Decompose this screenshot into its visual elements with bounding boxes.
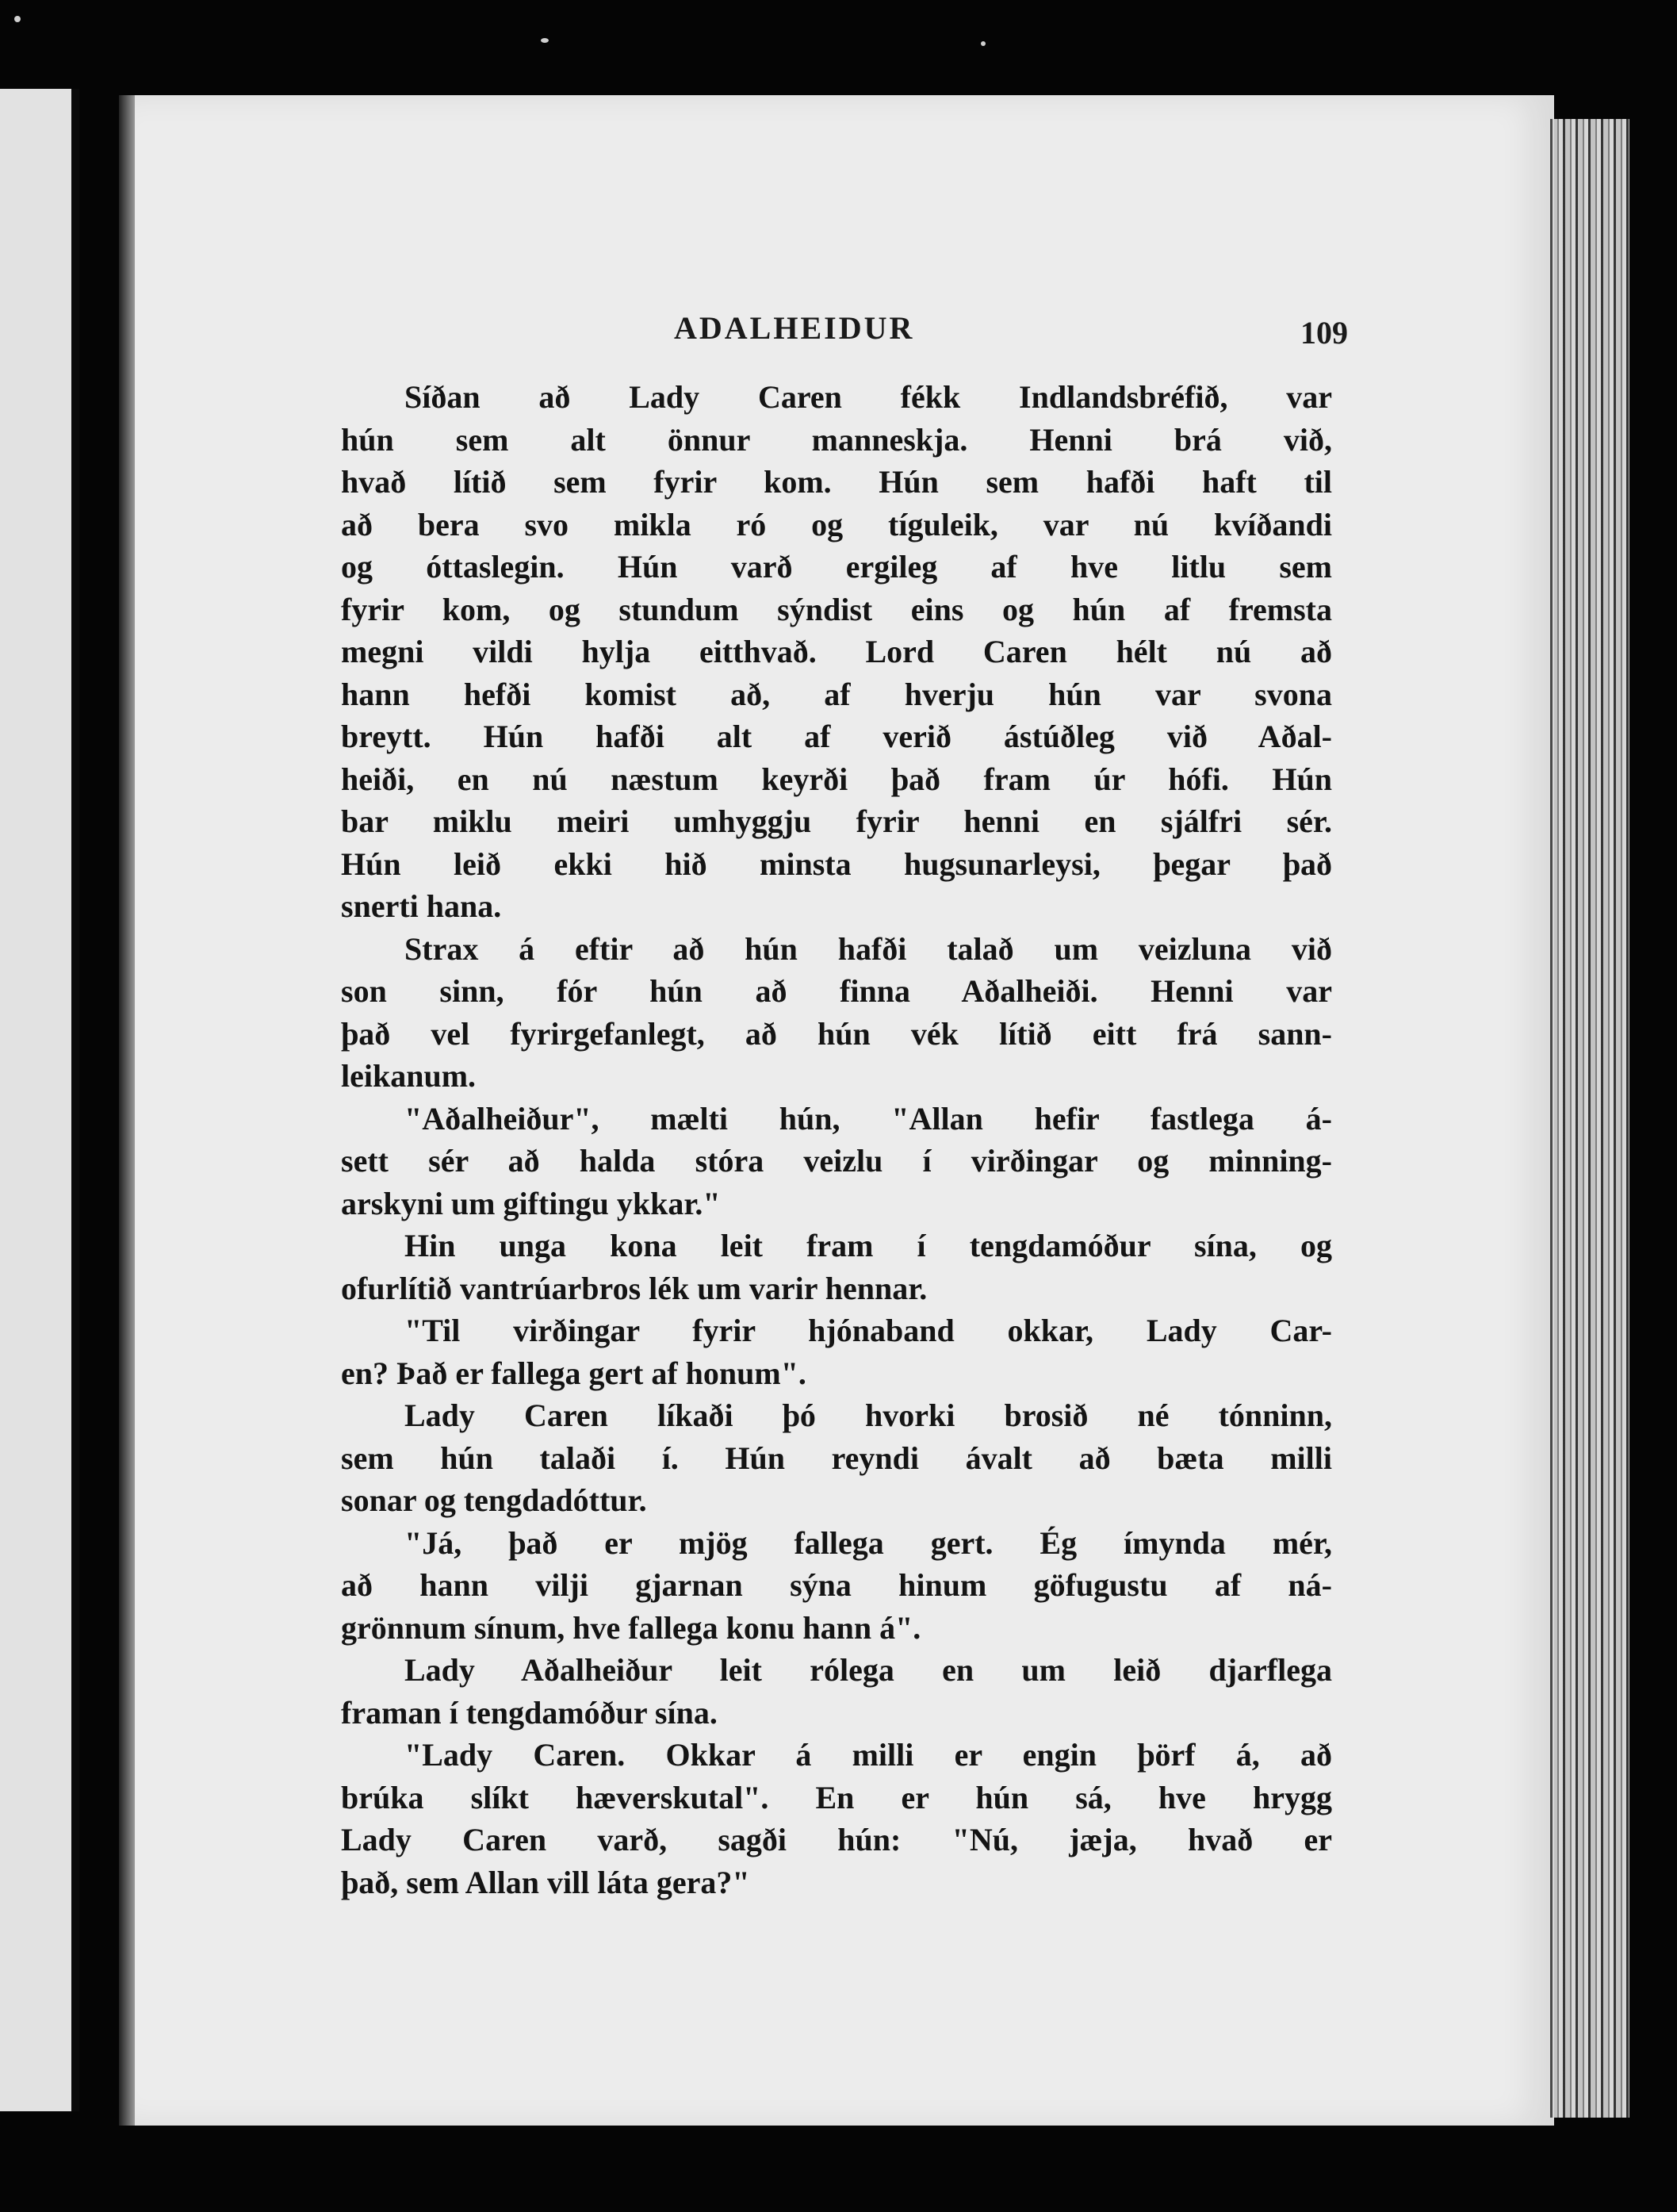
text-line: grönnum sínum, hve fallega konu hann á".	[341, 1609, 921, 1646]
text-line: að hann vilji gjarnan sýna hinum göfugustu af ná-	[341, 1567, 1332, 1603]
page-header	[198, 309, 1348, 357]
text-line: Strax á eftir að hún hafði talað um veizluna við	[404, 930, 1332, 967]
text-line: framan í tengdamóður sína.	[341, 1694, 718, 1731]
text-line: sonar og tengdadóttur.	[341, 1482, 647, 1518]
text-line: sem hún talaði í. Hún reyndi ávalt að bæta milli	[341, 1440, 1332, 1476]
book-spine	[119, 95, 135, 2126]
running-title: ADALHEIDUR	[674, 310, 915, 346]
page-stack-edge	[1550, 119, 1629, 2118]
text-line: "Já, það er mjög fallega gert. Ég ímynda mér,	[404, 1524, 1332, 1561]
text-line: heiði, en nú næstum keyrði það fram úr hófi. Hún	[341, 761, 1332, 797]
text-line: brúka slíkt hæverskutal". En er hún sá, hve hrygg	[341, 1779, 1332, 1815]
text-line: snerti hana.	[341, 888, 502, 924]
text-line: Síðan að Lady Caren fékk Indlandsbréfið, var	[404, 379, 1332, 415]
text-line: hvað lítið sem fyrir kom. Hún sem hafði haft til	[341, 464, 1332, 500]
text-line: það vel fyrirgefanlegt, að hún vék lítið eitt frá sann-	[341, 1015, 1332, 1052]
text-line: "Til virðingar fyrir hjónaband okkar, Lady Car-	[404, 1313, 1332, 1348]
text-line: að bera svo mikla ró og tíguleik, var nú kvíðandi	[341, 506, 1332, 542]
text-line: Lady Aðalheiður leit rólega en um leið djarflega	[404, 1652, 1332, 1688]
text-line: breytt. Hún hafði alt af verið ástúðleg við Aðal-	[341, 719, 1332, 754]
text-line: bar miklu meiri umhyggju fyrir henni en sjálfri sér.	[341, 803, 1332, 839]
text-line: son sinn, fór hún að finna Aðalheiði. Henni var	[341, 973, 1332, 1009]
text-line: Lady Caren varð, sagði hún: "Nú, jæja, hvað er	[341, 1822, 1332, 1857]
text-line: sett sér að halda stóra veizlu í virðingar og minning-	[341, 1143, 1332, 1179]
page-number: 109	[1300, 315, 1348, 351]
text-line: og óttaslegin. Hún varð ergileg af hve litlu sem	[341, 549, 1332, 585]
text-line: megni vildi hylja eitthvað. Lord Caren hélt nú að	[341, 634, 1332, 669]
text-line: fyrir kom, og stundum sýndist eins og hún af fremsta	[341, 591, 1332, 627]
text-line: "Aðalheiður", mælti hún, "Allan hefir fastlega á-	[404, 1100, 1332, 1137]
body-text	[341, 376, 1332, 1903]
text-line: arskyni um giftingu ykkar."	[341, 1185, 721, 1221]
text-line: hann hefði komist að, af hverju hún var svona	[341, 676, 1332, 712]
text-line: ofurlítið vantrúarbros lék um varir hennar.	[341, 1270, 928, 1306]
text-line: Hin unga kona leit fram í tengdamóður sína, og	[404, 1228, 1332, 1263]
text-line: það, sem Allan vill láta gera?"	[341, 1864, 750, 1900]
text-line: "Lady Caren. Okkar á milli er engin þörf á, að	[404, 1737, 1332, 1773]
text-line: leikanum.	[341, 1058, 477, 1094]
text-line: Hún leið ekki hið minsta hugsunarleysi, þegar það	[341, 845, 1332, 882]
text-line: en? Það er fallega gert af honum".	[341, 1355, 806, 1391]
text-line: Lady Caren líkaði þó hvorki brosið né tónninn,	[404, 1397, 1332, 1433]
left-page-edge	[0, 89, 79, 2111]
text-line: hún sem alt önnur manneskja. Henni brá við,	[341, 421, 1332, 458]
